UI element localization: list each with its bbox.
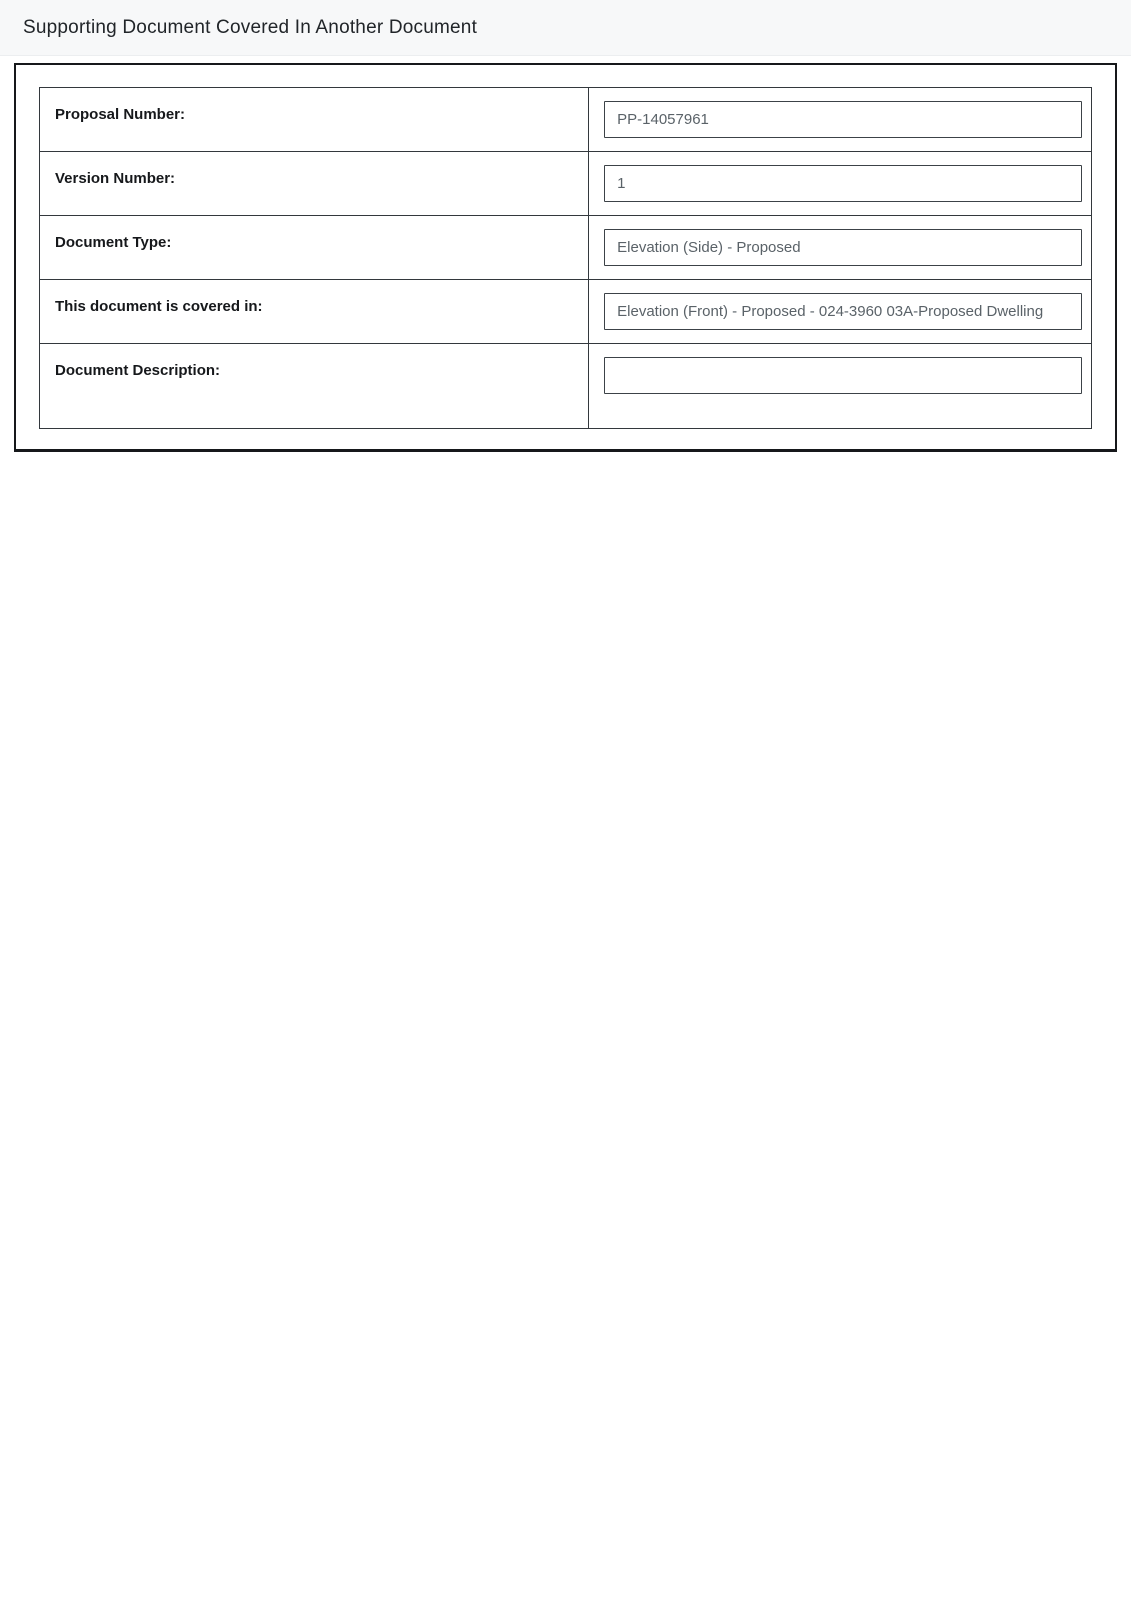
- page-title: Supporting Document Covered In Another Document: [23, 16, 478, 38]
- form-row-covered-in: [40, 280, 1092, 344]
- covered-in-input[interactable]: [604, 293, 1082, 330]
- form-row-document-description: [40, 344, 1092, 429]
- document-description-label: Document Description:: [55, 362, 221, 379]
- document-description-label-cell: [40, 344, 589, 429]
- form-row-version-number: [40, 152, 1092, 216]
- document-type-input[interactable]: [604, 229, 1082, 266]
- version-number-input[interactable]: [604, 165, 1082, 202]
- proposal-number-label: Proposal Number:: [55, 106, 186, 123]
- version-number-label-cell: [40, 152, 589, 216]
- form-row-document-type: [40, 216, 1092, 280]
- covered-in-input-cell: [589, 280, 1092, 344]
- proposal-number-input-cell: [589, 88, 1092, 152]
- document-type-label-cell: [40, 216, 589, 280]
- document-type-label: Document Type:: [55, 234, 172, 251]
- version-number-input-cell: [589, 152, 1092, 216]
- page-header: [0, 0, 1131, 56]
- form-table: [39, 87, 1092, 429]
- form-row-proposal-number: [40, 88, 1092, 152]
- covered-in-label-cell: [40, 280, 589, 344]
- form-panel: [14, 63, 1117, 452]
- proposal-number-input[interactable]: [604, 101, 1082, 138]
- proposal-number-label-cell: [40, 88, 589, 152]
- version-number-label: Version Number:: [55, 170, 176, 187]
- covered-in-label: This document is covered in:: [55, 298, 263, 315]
- document-description-input[interactable]: [604, 357, 1082, 394]
- document-type-input-cell: [589, 216, 1092, 280]
- document-description-input-cell: [589, 344, 1092, 429]
